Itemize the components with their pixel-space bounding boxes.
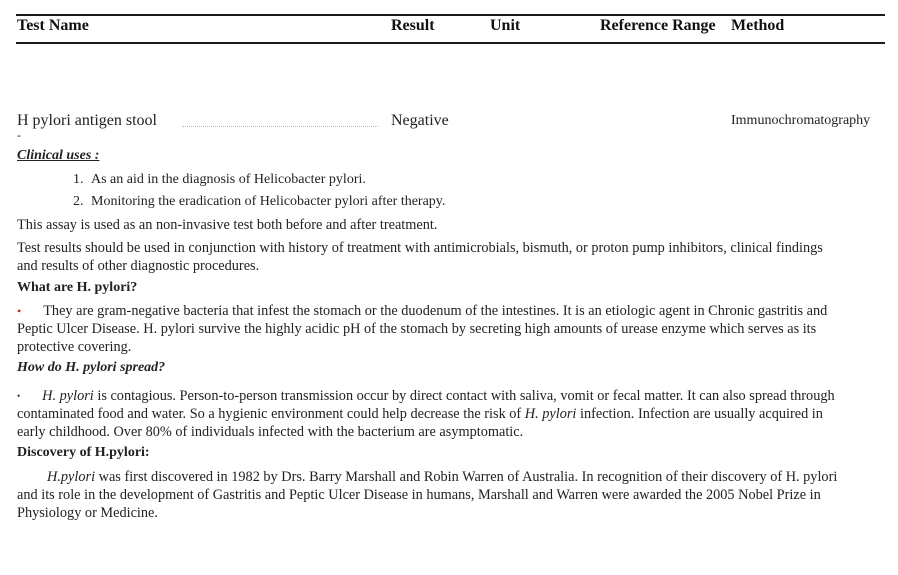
header-reference-range: Reference Range <box>600 17 716 34</box>
dash-mark: - <box>17 128 21 142</box>
discovery-text: was first discovered in 1982 by Drs. Barry Marshall and Robin Warren of Australia. In recognition of their discovery of H. pylori and its role in the development of Gastritis and Peptic Ulcer Disease in humans, Marshall and Warren were awarded the 2005 Nobel Prize in Physiology or Medicine. <box>17 469 838 521</box>
discovery-paragraph <box>17 468 847 522</box>
header-unit: Unit <box>490 17 521 34</box>
test-results-paragraph: Test results should be used in conjunction with history of treatment with antimicrobials, bismuth, or proton pump inhibitors, clinical findings and results of other diagnostic procedures. <box>17 240 823 274</box>
discovery-lead: H.pylori <box>47 469 96 485</box>
list-item <box>73 194 445 210</box>
test-name: H pylori antigen stool <box>17 112 157 129</box>
header-bottom-rule <box>16 42 885 44</box>
list-item <box>73 172 366 188</box>
what-are-paragraph <box>17 302 847 356</box>
list-text: Monitoring the eradication of Helicobacter pylori after therapy. <box>91 194 446 209</box>
test-method: Immunochromatography <box>731 113 871 128</box>
what-are-text: They are gram-negative bacteria that infest the stomach or the duodenum of the intestines. It is an etiologic agent in Chronic gastritis and Peptic Ulcer Disease. H. pylori survive the highly acidic pH of the stomach by secreting high amounts of urease enzyme which serves as its protective covering. <box>17 303 828 355</box>
assay-paragraph: This assay is used as an non-invasive test both before and after treatment. <box>17 217 438 233</box>
header-method: Method <box>731 17 785 34</box>
how-spread-heading: How do H. pylori spread? <box>17 360 166 375</box>
header-top-rule <box>16 14 885 16</box>
how-spread-text-a: is contagious. Person-to-person transmission occur by direct contact with saliva, vomit or fecal matter. It can also spread through contaminated food and water. So a hygienic environment could help decrease the risk of <box>17 388 835 422</box>
header-test-name: Test Name <box>17 17 89 34</box>
list-text: As an aid in the diagnosis of Helicobacter pylori. <box>91 172 366 187</box>
bullet-icon: • <box>17 391 21 401</box>
bullet-icon: • <box>17 304 22 318</box>
list-number: 2. <box>73 194 84 209</box>
header-result: Result <box>391 17 435 34</box>
what-are-heading: What are H. pylori? <box>17 280 138 295</box>
test-result: Negative <box>391 112 449 129</box>
how-spread-text-b: infection. Infection are usually acquired in early childhood. Over 80% of individuals infected with the bacterium are asymptomatic. <box>17 406 823 440</box>
how-spread-italic: H. pylori <box>524 406 577 422</box>
clinical-uses-heading: Clinical uses : <box>17 148 100 163</box>
how-spread-lead: H. pylori <box>42 388 94 404</box>
how-spread-paragraph <box>17 387 847 441</box>
leader-dots <box>182 126 378 127</box>
list-number: 1. <box>73 172 84 187</box>
discovery-heading: Discovery of H.pylori: <box>17 445 150 460</box>
